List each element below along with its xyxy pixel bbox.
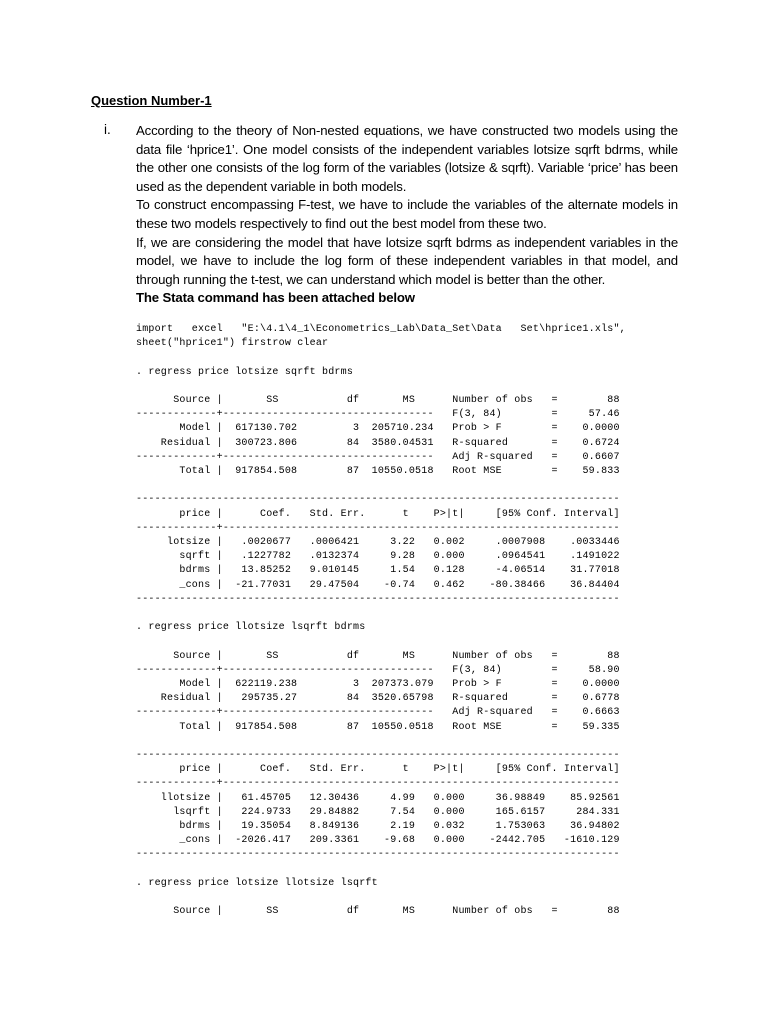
paragraph-encompassing-f-test: To construct encompassing F-test, we have to include the variables of the alternate models in these two models respectively to find out the best model from these two. <box>136 197 678 231</box>
stata-output-line <box>136 607 696 621</box>
stata-output-line: sqrft | .1227782 .0132374 9.28 0.000 .0964541 .1491022 <box>136 551 620 563</box>
stata-output-line: Source | SS df MS Number of obs = 88 <box>136 906 620 918</box>
stata-output-line: Model | 617130.702 3 205710.234 Prob > F = 0.0000 <box>136 423 620 435</box>
stata-output-block <box>136 323 696 919</box>
stata-output-line <box>136 380 696 394</box>
stata-output-line: Model | 622119.238 3 207373.079 Prob > F = 0.0000 <box>136 679 620 690</box>
stata-output-line: ------------------------------------------------------------------------------ <box>136 750 620 761</box>
stata-output-line: lsqrft | 224.9733 29.84882 7.54 0.000 165.6157 284.331 <box>136 806 620 818</box>
stata-output-line: -------------+---------------------------------------------------------------- <box>136 522 620 534</box>
stata-output-line: llotsize | 61.45705 12.30436 4.99 0.000 36.98849 85.92561 <box>136 792 620 804</box>
stata-output-line <box>136 891 696 905</box>
stata-output-line: price | Coef. Std. Err. t P>|t| [95% Conf. Interval] <box>136 508 620 520</box>
stata-output-line: Total | 917854.508 87 10550.0518 Root MSE = 59.833 <box>136 466 620 477</box>
stata-output-line: ------------------------------------------------------------------------------ <box>136 494 620 506</box>
stata-output-line: -------------+---------------------------------- Adj R-squared = 0.6607 <box>136 451 620 463</box>
paragraph-non-nested-models: According to the theory of Non-nested equations, we have constructed two models using the data file ‘hprice1’. One model consists of the independent variables lotsize sqrft bdrms, while the other one consists of the log form of the variables (lotsize & sqrft). Variable ‘price’ has been used as the dependent variable in both models. <box>136 123 678 194</box>
stata-output-line: -------------+---------------------------------------------------------------- <box>136 778 620 790</box>
paragraph-stata-intro: The Stata command has been attached below <box>136 290 415 306</box>
stata-output-line: price | Coef. Std. Err. t P>|t| [95% Conf. Interval] <box>136 764 620 776</box>
stata-output-line: . regress price llotsize lsqrft bdrms <box>136 622 366 634</box>
stata-output-line: Source | SS df MS Number of obs = 88 <box>136 650 620 662</box>
paragraph-t-test-explanation: If, we are considering the model that have lotsize sqrft bdrms as independent variables in the model, we have to include the log form of these independent variables in that model, and through running the t-test, we can understand which model is better than the other. <box>136 234 678 287</box>
answer-body <box>136 122 678 308</box>
stata-output-line: . regress price lotsize sqrft bdrms <box>136 366 354 378</box>
stata-output-line: Source | SS df MS Number of obs = 88 <box>136 394 620 406</box>
stata-output-line: Residual | 300723.806 84 3580.04531 R-squared = 0.6724 <box>136 437 620 449</box>
stata-output-line: ------------------------------------------------------------------------------ <box>136 593 620 605</box>
stata-output-line <box>136 863 696 877</box>
stata-output-line <box>136 351 696 365</box>
stata-output-line: -------------+---------------------------------- F(3, 84) = 58.90 <box>136 664 620 676</box>
stata-output-line: ------------------------------------------------------------------------------ <box>136 849 620 861</box>
stata-output-line: -------------+---------------------------------- Adj R-squared = 0.6663 <box>136 707 620 719</box>
stata-output-line: Total | 917854.508 87 10550.0518 Root MSE = 59.335 <box>136 721 620 733</box>
stata-output-line: . regress price lotsize llotsize lsqrft <box>136 877 378 889</box>
stata-output-line: _cons | -21.77031 29.47504 -0.74 0.462 -80.38466 36.84404 <box>136 579 620 591</box>
stata-output-line: sheet("hprice1") firstrow clear <box>136 338 329 350</box>
list-item-marker: i. <box>104 122 111 137</box>
stata-output-line: bdrms | 19.35054 8.849136 2.19 0.032 1.753063 36.94802 <box>136 821 620 833</box>
stata-output-line <box>136 479 696 493</box>
stata-output-line: bdrms | 13.85252 9.010145 1.54 0.128 -4.06514 31.77018 <box>136 565 620 577</box>
stata-output-line: import excel "E:\4.1\4_1\Econometrics_Lab\Data_Set\Data Set\hprice1.xls", <box>136 324 626 335</box>
stata-output-line: lotsize | .0020677 .0006421 3.22 0.002 .0007908 .0033446 <box>136 537 620 548</box>
stata-output-line: Residual | 295735.27 84 3520.65798 R-squared = 0.6778 <box>136 693 620 705</box>
stata-output-line <box>136 735 696 749</box>
stata-output-line <box>136 635 696 649</box>
stata-output-line: _cons | -2026.417 209.3361 -9.68 0.000 -2442.705 -1610.129 <box>136 835 620 847</box>
question-heading: Question Number-1 <box>91 93 212 108</box>
stata-output-line: -------------+---------------------------------- F(3, 84) = 57.46 <box>136 409 620 421</box>
